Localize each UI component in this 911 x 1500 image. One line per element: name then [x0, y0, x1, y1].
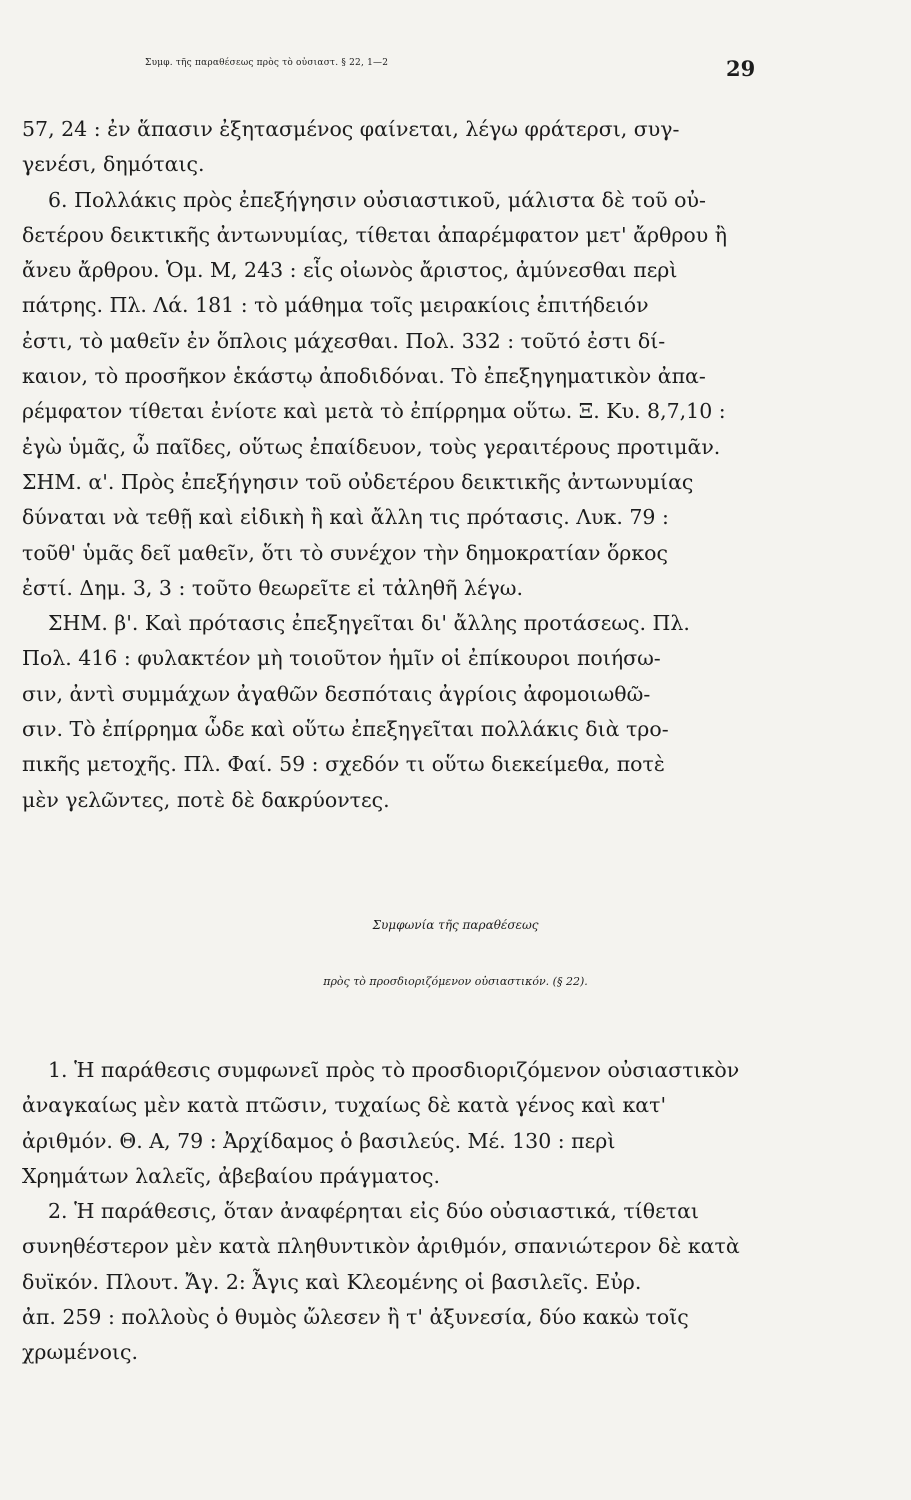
text-line: ἀριθμόν. Θ. Α, 79 : Ἀρχίδαμος ὁ βασιλεύς. Μέ. 130 : περὶ — [22, 1128, 616, 1153]
text-line: ἐστί. Δημ. 3, 3 : τοῦτο θεωρεῖτε εἰ τἀληθῆ λέγω. — [22, 575, 523, 600]
text-line: δύναται νὰ τεθῇ καὶ εἰδικὴ ἢ καὶ ἄλλη τις πρότασις. Λυκ. 79 : — [22, 505, 669, 530]
body-text-upper — [22, 112, 770, 818]
text-line: χρωμένοις. — [22, 1340, 138, 1365]
running-header: Συμφ. τῆς παραθέσεως πρὸς τὸ οὐσιαστ. § 22, 1—2 — [145, 58, 389, 68]
section-heading-line1: Συμφωνία τῆς παραθέσεως — [372, 918, 539, 932]
text-line: ρέμφατον τίθεται ἐνίοτε καὶ μετὰ τὸ ἐπίρρημα οὕτω. Ξ. Κυ. 8,7,10 : — [22, 399, 726, 424]
text-line: σιν, ἀντὶ συμμάχων ἀγαθῶν δεσπόταις ἀγρίοις ἀφομοιωθῶ- — [22, 681, 651, 706]
text-line: ἐγὼ ὑμᾶς, ὦ παῖδες, οὕτως ἐπαίδευον, τοὺς γεραιτέρους προτιμᾶν. — [22, 434, 721, 459]
paragraph-2-start: 2. Ἡ παράθεσις, ὅταν ἀναφέρηται εἰς δύο οὐσιαστικά, τίθεται — [48, 1199, 699, 1224]
text-line: ἀπ. 259 : πολλοὺς ὁ θυμὸς ὤλεσεν ἢ τ' ἀξυνεσία, δύο κακὼ τοῖς — [22, 1305, 689, 1330]
text-line: συνηθέστερον μὲν κατὰ πληθυντικὸν ἀριθμόν, σπανιώτερον δὲ κατὰ — [22, 1234, 740, 1259]
text-line: τοῦθ' ὑμᾶς δεῖ μαθεῖν, ὅτι τὸ συνέχον τὴν δημοκρατίαν ὅρκος — [22, 540, 668, 565]
note-beta-start: ΣΗΜ. β'. Καὶ πρότασις ἐπεξηγεῖται δι' ἄλλης προτάσεως. Πλ. — [48, 611, 690, 636]
paragraph-6-start: 6. Πολλάκις πρὸς ἐπεξήγησιν οὐσιαστικοῦ, μάλιστα δὲ τοῦ οὐ- — [48, 187, 706, 212]
text-line: Χρημάτων λαλεῖς, ἀβεβαίου πράγματος. — [22, 1163, 440, 1188]
text-line: ἀναγκαίως μὲν κατὰ πτῶσιν, τυχαίως δὲ κατὰ γένος καὶ κατ' — [22, 1093, 667, 1118]
text-line: ἄνευ ἄρθρου. Ὁμ. Μ, 243 : εἷς οἰωνὸς ἄριστος, ἀμύνεσθαι περὶ — [22, 258, 678, 283]
section-heading-line2: πρὸς τὸ προσδιοριζόμενον οὐσιαστικόν. (§ 22). — [323, 975, 588, 988]
text-line: δετέρου δεικτικῆς ἀντωνυμίας, τίθεται ἀπαρέμφατον μετ' ἄρθρου ἢ — [22, 222, 728, 247]
text-line: γενέσι, δημόταις. — [22, 152, 205, 177]
paragraph-1-start: 1. Ἡ παράθεσις συμφωνεῖ πρὸς τὸ προσδιοριζόμενον οὐσιαστικὸν — [48, 1058, 740, 1082]
text-line: 57, 24 : ἐν ἅπασιν ἐξητασμένος φαίνεται, λέγω φράτερσι, συγ- — [22, 117, 680, 141]
page-number: 29 — [726, 56, 756, 81]
text-line: σιν. Τὸ ἐπίρρημα ὧδε καὶ οὕτω ἐπεξηγεῖται πολλάκις διὰ τρο- — [22, 717, 669, 742]
body-text-lower — [22, 1053, 770, 1371]
text-line: Πολ. 416 : φυλακτέον μὴ τοιοῦτον ἡμῖν οἱ ἐπίκουροι ποιήσω- — [22, 646, 661, 671]
text-line: ἐστι, τὸ μαθεῖν ἐν ὅπλοις μάχεσθαι. Πολ. 332 : τοῦτό ἐστι δί- — [22, 328, 666, 353]
text-line: μὲν γελῶντες, ποτὲ δὲ δακρύοντες. — [22, 787, 390, 812]
note-alpha-start: ΣΗΜ. α'. Πρὸς ἐπεξήγησιν τοῦ οὐδετέρου δεικτικῆς ἀντωνυμίας — [22, 469, 694, 494]
text-line: πικῆς μετοχῆς. Πλ. Φαί. 59 : σχεδόν τι οὕτω διεκείμεθα, ποτὲ — [22, 752, 665, 777]
text-line: καιον, τὸ προσῆκον ἑκάστῳ ἀποδιδόναι. Τὸ ἐπεξηγηματικὸν ἀπα- — [22, 364, 706, 389]
text-line: πάτρης. Πλ. Λά. 181 : τὸ μάθημα τοῖς μειρακίοις ἐπιτήδειόν — [22, 293, 649, 318]
text-line: δυϊκόν. Πλουτ. Ἄγ. 2: Ἆγις καὶ Κλεομένης οἱ βασιλεῖς. Εὐρ. — [22, 1269, 642, 1294]
